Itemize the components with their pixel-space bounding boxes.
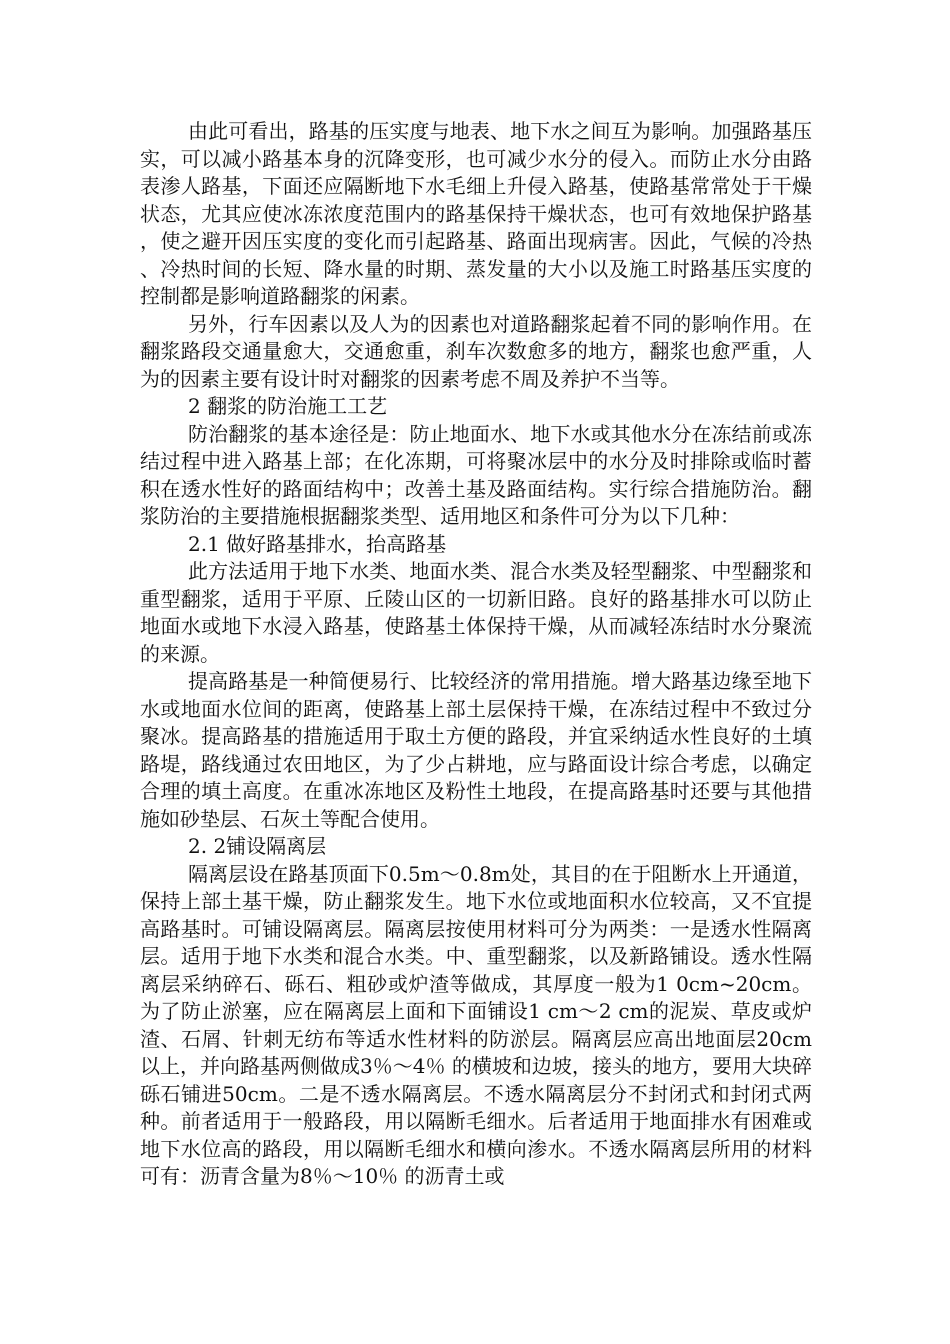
paragraph-isolation-layer: 隔离层设在路基顶面下0.5m～0.8m处，其目的在于阻断水上开通道，保持上部土基干燥，防止翻浆发生。地下水位或地面积水位较高，又不宜提高路基时。可铺设隔离层。隔离层按使用材料可分为两类：一是透水性隔离层。适用于地下水类和混合水类。中、重型翻浆，以及新路铺设。透水性隔离层采纳碎石、砾石、粗砂或炉渣等做成，其厚度一般为1 0cm~20cm。为了防止淤塞，应在隔离层上面和下面铺设1 cm～2 cm的泥炭、草皮或炉渣、石屑、针刺无纺布等适水性材料的防淤层。隔离层应高出地面层20cm以上，并向路基两侧做成3％～4％ 的横坡和边坡，接头的地方，要用大块碎砾石铺进50cm。二是不透水隔离层。不透水隔离层分不封闭式和封闭式两种。前者适用于一般路段，用以隔断毛细水。后者适用于地面排水有困难或地下水位高的路段，用以隔断毛细水和横向渗水。不透水隔离层所用的材料可有：沥青含量为8％～10％ 的沥青土或 — [140, 861, 812, 1188]
paragraph-raise-subgrade: 提高路基是一种简便易行、比较经济的常用措施。增大路基边缘至地下水或地面水位间的距离，使路基上部土层保持干燥，在冻结过程中不致过分聚冰。提高路基的措施适用于取土方便的路段，并宜采纳适水性良好的土填路堤，路线通过农田地区，为了少占耕地，应与路面设计综合考虑，以确定合理的填土高度。在重冰冻地区及粉性土地段，在提高路基时还要与其他措施如砂垫层、石灰土等配合使用。 — [140, 669, 812, 831]
document-body — [140, 118, 812, 1191]
section-heading-prevention: 2 翻浆的防治施工工艺 — [188, 394, 388, 418]
paragraph-compaction-effects: 由此可看出，路基的压实度与地表、地下水之间互为影响。加强路基压实，可以减小路基本身的沉降变形，也可减少水分的侵入。而防止水分由路表渗人路基，下面还应隔断地下水毛细上升侵入路基，使路基常常处于干燥状态，尤其应使冰冻浓度范围内的路基保持干燥状态，也可有效地保护路基，使之避开因压实度的变化而引起路基、路面出现病害。因此，气候的冷热、冷热时间的长短、降水量的时期、蒸发量的大小以及施工时路基压实度的控制都是影响道路翻浆的闲素。 — [140, 119, 812, 308]
subsection-heading-drainage: 2.1 做好路基排水，抬高路基 — [188, 531, 447, 556]
paragraph-prevention-approach: 防治翻浆的基本途径是：防止地面水、地下水或其他水分在冻结前或冻结过程中进入路基上部；在化冻期，可将聚冰层中的水分及时排除或临时蓄积在透水性好的路面结构中；改善土基及路面结构。实行综合措施防治。翻浆防治的主要措施根据翻浆类型、适用地区和条件可分为以下几种： — [140, 421, 812, 528]
paragraph-traffic-factors: 另外，行车因素以及人为的因素也对道路翻浆起着不同的影响作用。在翻浆路段交通量愈大，交通愈重，刹车次数愈多的地方，翻浆也愈严重，人为的因素主要有设计时对翻浆的因素考虑不周及养护不当等。 — [140, 311, 812, 391]
subsection-heading-isolation-layer: 2. 2铺设隔离层 — [188, 834, 327, 858]
paragraph-drainage-method: 此方法适用于地下水类、地面水类、混合水类及轻型翻浆、中型翻浆和重型翻浆，适用于平原、丘陵山区的一切新旧路。良好的路基排水可以防止地面水或地下水浸入路基，使路基土体保持干燥，从而减轻冻结时水分聚流的来源。 — [140, 559, 812, 666]
